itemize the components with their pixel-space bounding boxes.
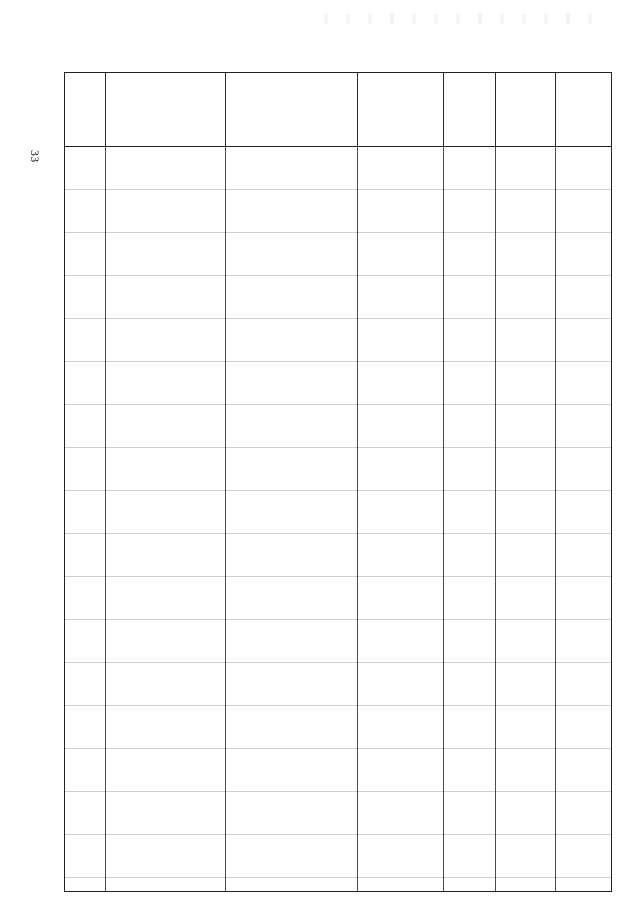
header-column-5 <box>443 73 496 146</box>
table-content <box>65 147 611 891</box>
header-column-7 <box>555 73 613 146</box>
header-column-3 <box>225 73 358 146</box>
header-column-1 <box>65 73 106 146</box>
header-column-4 <box>357 73 444 146</box>
page-number: 33 <box>28 150 42 163</box>
header-column-6 <box>495 73 556 146</box>
header-column-2 <box>105 73 226 146</box>
rotated-table <box>64 72 612 892</box>
scan-noise <box>306 14 606 24</box>
table-header-band <box>65 73 611 147</box>
